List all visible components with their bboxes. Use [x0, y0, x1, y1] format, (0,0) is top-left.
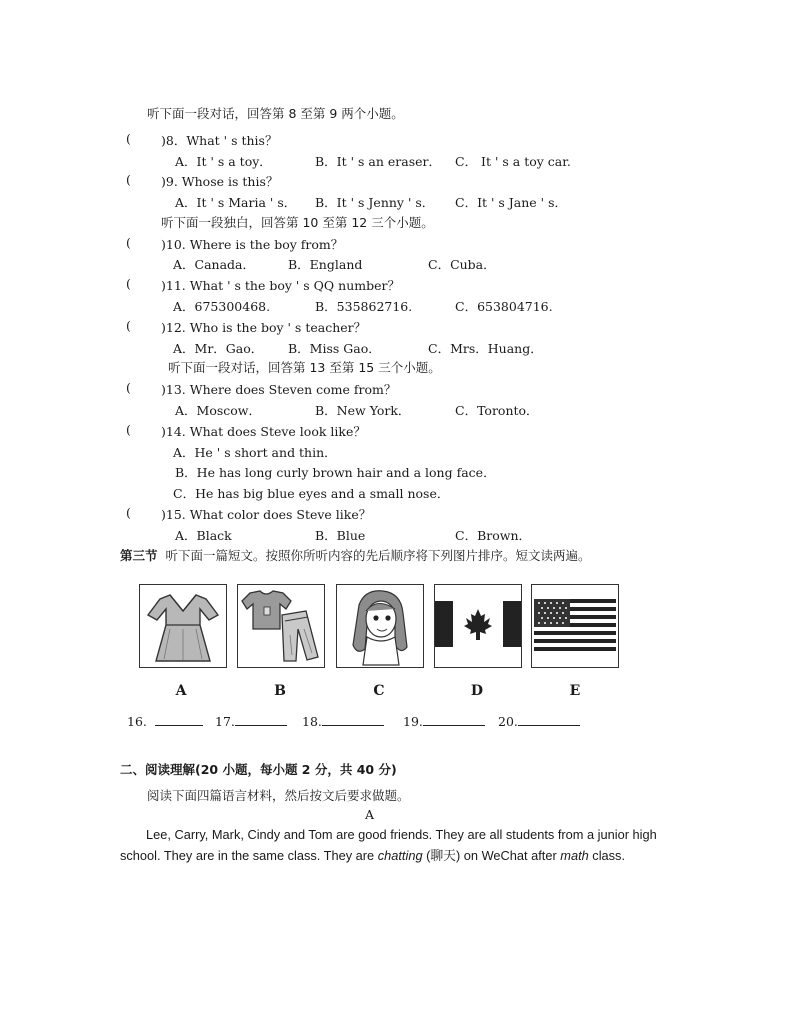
option-15b: B．Blue	[315, 528, 366, 543]
blank-20-label: 20.	[498, 714, 518, 729]
girl-portrait-icon	[337, 585, 423, 667]
option-8a: A．It ' s a toy．	[175, 154, 272, 169]
answer-paren[interactable]: (	[126, 505, 131, 520]
passage-line-2-text: school. They are in the same class. They are	[120, 848, 378, 863]
question-15: )15. What color does Steve like？	[161, 507, 372, 522]
answer-paren[interactable]: (	[126, 131, 131, 146]
option-14a: A．He ' s short and thin．	[173, 445, 337, 460]
question-11: )11. What ' s the boy ' s QQ number？	[161, 278, 400, 293]
picture-e-usa-flag	[531, 584, 619, 668]
option-15c: C．Brown．	[455, 528, 532, 543]
option-10c: C．Cuba．	[428, 257, 496, 272]
instruction-8-9: 听下面一段对话，回答第 8 至第 9 两个小题。	[147, 106, 404, 121]
dress-icon	[140, 585, 226, 667]
answer-paren[interactable]: (	[126, 235, 131, 250]
answer-paren[interactable]: (	[126, 422, 131, 437]
section3-instruction-line	[120, 546, 590, 564]
answer-paren[interactable]: (	[126, 380, 131, 395]
passage-line-1: Lee, Carry, Mark, Cindy and Tom are good friends. They are all students from a junior high	[146, 827, 657, 842]
option-12b: B．Miss Gao．	[288, 341, 381, 356]
option-15a: A．Black	[175, 528, 232, 543]
blank-19-label: 19.	[403, 714, 423, 729]
picture-b-tshirt-jeans	[237, 584, 325, 668]
option-8b: B．It ' s an eraser．	[315, 154, 442, 169]
question-14: )14. What does Steve look like？	[161, 424, 366, 439]
option-11b: B．535862716.	[315, 299, 413, 314]
option-8c: C． It ' s a toy car.	[455, 154, 571, 169]
blank-17[interactable]	[215, 713, 287, 729]
picture-label-c: C	[373, 683, 385, 699]
tshirt-jeans-icon	[238, 585, 324, 667]
answer-paren[interactable]: (	[126, 172, 131, 187]
passage-line-2	[120, 848, 625, 863]
passage-word-chatting: chatting	[377, 848, 423, 863]
passage-letter: A	[365, 807, 375, 822]
option-14b: B．He has long curly brown hair and a long face．	[175, 465, 496, 480]
picture-c-girl	[336, 584, 424, 668]
option-9a: A．It ' s Maria ' s．	[175, 195, 297, 210]
picture-d-canada-flag	[434, 584, 522, 668]
part2-instruction: 阅读下面四篇语言材料，然后按文后要求做题。	[147, 788, 410, 803]
section3-heading: 第三节	[120, 548, 158, 563]
option-10b: B．England	[288, 257, 363, 272]
passage-end: class.	[588, 848, 626, 863]
option-10a: A．Canada．	[173, 257, 256, 272]
instruction-13-15: 听下面一段对话，回答第 13 至第 15 三个小题。	[168, 360, 441, 375]
option-9c: C．It ' s Jane ' s．	[455, 195, 568, 210]
option-9b: B．It ' s Jenny ' s．	[315, 195, 435, 210]
option-13c: C．Toronto．	[455, 403, 539, 418]
question-12: )12. Who is the boy ' s teacher？	[161, 320, 367, 335]
question-9: )9. Whose is this？	[161, 174, 279, 189]
blank-17-label: 17.	[215, 714, 235, 729]
question-10: )10. Where is the boy from？	[161, 237, 344, 252]
blank-16-label: 16.	[127, 714, 147, 729]
passage-word-math: math	[560, 848, 589, 863]
passage-gloss: (聊天) on WeChat after	[422, 848, 561, 863]
picture-label-d: D	[470, 683, 484, 699]
option-13a: A．Moscow．	[175, 403, 261, 418]
blank-16[interactable]	[127, 713, 203, 729]
usa-flag-icon	[532, 585, 618, 667]
blank-18[interactable]	[302, 713, 384, 729]
picture-label-e: E	[569, 683, 581, 699]
section3-instruction: 听下面一篇短文。按照你所听内容的先后顺序将下列图片排序。短文读两遍。	[165, 548, 591, 563]
passage-a-text	[120, 824, 690, 866]
instruction-10-12: 听下面一段独白，回答第 10 至第 12 三个小题。	[161, 215, 434, 230]
answer-paren[interactable]: (	[126, 276, 131, 291]
picture-label-b: B	[274, 683, 286, 699]
part2-heading: 二、阅读理解(20 小题，每小题 2 分，共 40 分)	[120, 762, 397, 777]
answer-paren[interactable]: (	[126, 318, 131, 333]
picture-a-dress	[139, 584, 227, 668]
blank-20[interactable]	[498, 713, 580, 729]
option-13b: B．New York．	[315, 403, 411, 418]
question-8: )8．What ' s this？	[161, 133, 278, 148]
blank-18-label: 18.	[302, 714, 322, 729]
option-12c: C．Mrs．Huang．	[428, 341, 543, 356]
option-11c: C．653804716.	[455, 299, 553, 314]
question-13: )13. Where does Steven come from？	[161, 382, 397, 397]
picture-label-a: A	[175, 683, 187, 699]
option-14c: C．He has big blue eyes and a small nose．	[173, 486, 450, 501]
blank-19[interactable]	[403, 713, 485, 729]
option-12a: A．Mr．Gao．	[173, 341, 264, 356]
option-11a: A．675300468.	[173, 299, 271, 314]
canada-flag-icon	[435, 585, 521, 667]
